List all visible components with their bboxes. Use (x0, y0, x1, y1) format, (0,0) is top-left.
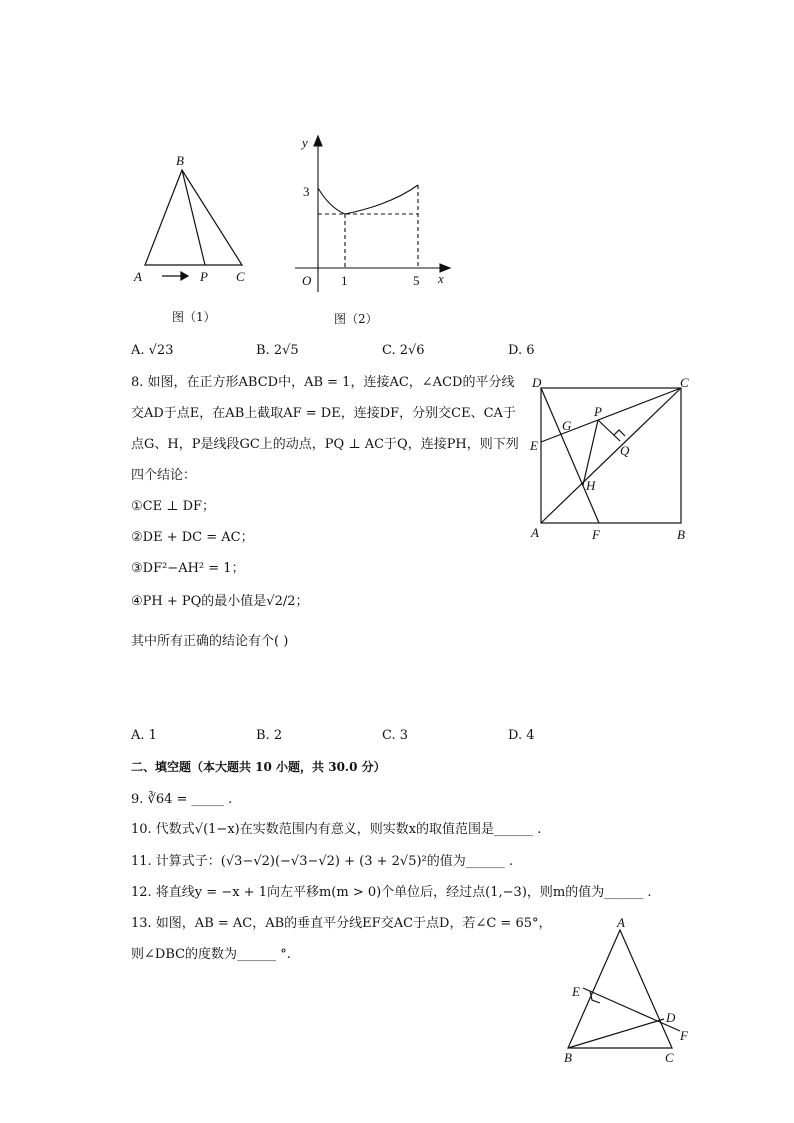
q8-conclusion: ③DF²−AH² = 1； (131, 561, 245, 576)
q8-conclusion: ④PH + PQ的最小值是√2/2； (131, 594, 309, 609)
sq-label-Q: Q (620, 443, 630, 458)
q8-option-a: A. 1 (131, 728, 157, 743)
q9: 9. ∛64 = _____ . (131, 792, 233, 807)
tick-1: 1 (341, 273, 348, 288)
sq-label-C: C (680, 375, 689, 390)
q13-line: 则∠DBC的度数为______ °. (131, 947, 291, 962)
t-label-A: A (617, 915, 625, 930)
label-P: P (200, 269, 208, 284)
axis-label-y: y (302, 135, 308, 150)
figure-2-graph (295, 136, 450, 292)
sq-label-H: H (586, 478, 596, 493)
label-C: C (236, 269, 245, 284)
q7-option-a: A. √23 (131, 343, 174, 358)
q7-option-b: B. 2√5 (256, 343, 299, 358)
origin-label: O (302, 273, 312, 288)
tick-3: 3 (303, 184, 310, 199)
sq-label-E: E (530, 438, 538, 453)
sq-label-G: G (562, 418, 572, 433)
t-label-F: F (680, 1028, 688, 1043)
q11: 11. 计算式子：(√3−√2)(−√3−√2) + (3 + 2√5)²的值为______ . (131, 854, 514, 869)
q12: 12. 将直线y = −x + 1向左平移m(m > 0)个单位后，经过点(1,−3)，则m的值为______ . (131, 885, 652, 900)
sq-label-F: F (592, 527, 600, 542)
q8-conclusion: ②DE + DC = AC； (131, 530, 254, 545)
figure-2-caption: 图（2） (334, 312, 378, 326)
q8-line: 8. 如图，在正方形ABCD中，AB = 1，连接AC，∠ACD的平分线 (131, 375, 515, 390)
q8-conclusion: ①CE ⊥ DF； (131, 499, 216, 514)
sq-label-D: D (532, 375, 542, 390)
sq-label-P: P (594, 404, 602, 419)
q8-option-c: C. 3 (382, 728, 409, 743)
tick-5: 5 (413, 273, 420, 288)
section-2-heading: 二、填空题（本大题共 10 小题，共 30.0 分） (131, 760, 386, 774)
axis-label-x: x (438, 271, 444, 286)
q8-line: 交AD于点E，在AB上截取AF = DE，连接DF，分别交CE、CA于 (131, 406, 516, 421)
q8-option-d: D. 4 (508, 728, 535, 743)
figure-3-triangle (568, 930, 680, 1048)
sq-label-A: A (531, 525, 539, 540)
q8-option-b: B. 2 (256, 728, 283, 743)
t-label-B: B (564, 1050, 572, 1065)
q7-option-c: C. 2√6 (382, 343, 425, 358)
t-label-C: C (665, 1050, 674, 1065)
q13-line: 13. 如图，AB = AC，AB的垂直平分线EF交AC于点D，若∠C = 65°， (131, 916, 552, 931)
figure-1-triangle (145, 170, 242, 280)
sq-label-B: B (677, 527, 685, 542)
figure-1-caption: 图（1） (172, 310, 216, 324)
label-B: B (176, 153, 184, 168)
label-A: A (134, 269, 142, 284)
q8-line: 点G、H，P是线段GC上的动点，PQ ⊥ AC于Q，连接PH，则下列 (131, 437, 519, 452)
q10: 10. 代数式√(1−x)在实数范围内有意义，则实数x的取值范围是______ . (131, 822, 542, 837)
q8-question: 其中所有正确的结论有个( ) (131, 634, 289, 649)
q7-option-d: D. 6 (508, 343, 535, 358)
q8-line: 四个结论： (131, 468, 197, 483)
figure-square (541, 388, 681, 523)
t-label-D: D (666, 1010, 676, 1025)
t-label-E: E (572, 984, 580, 999)
